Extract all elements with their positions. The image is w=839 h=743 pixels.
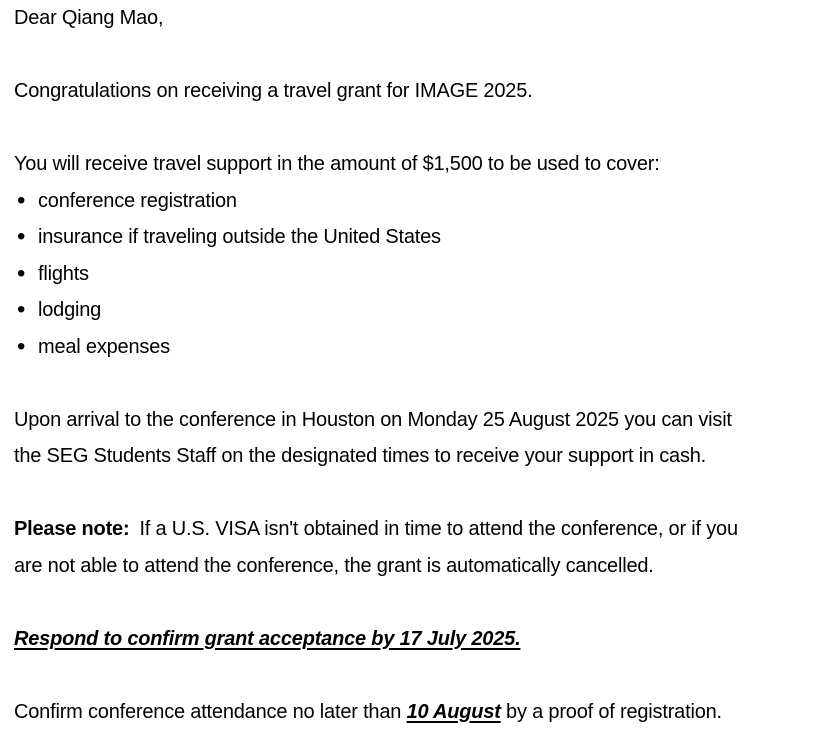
list-item-text: conference registration	[38, 189, 237, 212]
visa-note-line-1	[14, 511, 825, 548]
attendance-confirm-prefix: Confirm conference attendance no later than	[14, 700, 407, 723]
acceptance-deadline-text: Respond to confirm grant acceptance by 17 July 2025.	[14, 627, 521, 650]
visa-note-text: If a U.S. VISA isn't obtained in time to attend the conference, or if you	[139, 518, 738, 540]
list-item-text: meal expenses	[38, 335, 170, 358]
please-note-label: Please note:	[14, 518, 130, 540]
greeting-line: Dear Qiang Mao,	[14, 7, 164, 29]
list-item	[14, 256, 825, 293]
list-item-text: lodging	[38, 299, 102, 321]
arrival-line-1: Upon arrival to the conference in Houston on Monday 25 August 2025 you can visit	[14, 408, 732, 431]
arrival-paragraph	[14, 402, 825, 475]
list-item	[14, 219, 825, 256]
attendance-confirm-suffix: by a proof of registration.	[500, 700, 722, 723]
visa-note-paragraph	[14, 511, 825, 584]
attendance-confirm-line	[14, 694, 825, 731]
congratulations-line: Congratulations on receiving a travel grant for IMAGE 2025.	[14, 80, 533, 102]
list-item-text: flights	[38, 262, 89, 285]
visa-note-line-2: are not able to attend the conference, the grant is automatically cancelled.	[14, 554, 654, 577]
list-item	[14, 183, 825, 220]
arrival-line-2: the SEG Students Staff on the designated times to receive your support in cash.	[14, 445, 707, 467]
acceptance-deadline-line	[14, 621, 825, 658]
attendance-deadline-date: 10 August	[406, 700, 501, 723]
list-item-text: insurance if traveling outside the United States	[38, 226, 441, 248]
list-item	[14, 329, 825, 366]
covered-expenses-list	[14, 183, 825, 366]
list-item	[14, 292, 825, 329]
support-intro-line: You will receive travel support in the amount of $1,500 to be used to cover:	[14, 153, 660, 175]
